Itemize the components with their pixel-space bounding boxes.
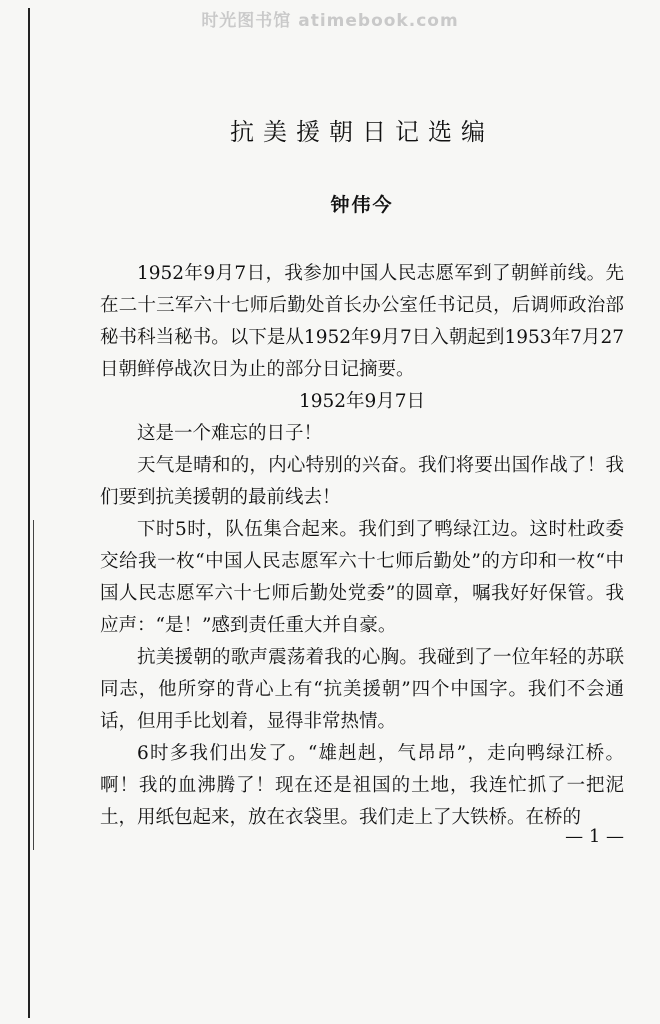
body-text [100, 258, 624, 834]
page-title: 抗美援朝日记选编 [230, 118, 494, 146]
author-name: 钟伟今 [330, 194, 394, 216]
binding-edge-line-secondary [33, 520, 34, 850]
binding-edge-line [28, 8, 30, 1018]
diary-date-heading: 1952年9月7日 [298, 391, 426, 412]
paragraph: 抗美援朝的歌声震荡着我的心胸。我碰到了一位年轻的苏联同志，他所穿的背心上有“抗美援朝”四个中国字。我们不会通话，但用手比划着，显得非常热情。 [100, 647, 624, 732]
paragraph: 下时5时，队伍集合起来。我们到了鸭绿江边。这时杜政委交给我一枚“中国人民志愿军六十七师后勤处”的方印和一枚“中国人民志愿军六十七师后勤处党委”的圆章，嘱我好好保管。我应声：“是！”感到责任重大并自豪。 [100, 519, 624, 636]
paragraph: 这是一个难忘的日子！ [137, 423, 323, 444]
site-watermark: 时光图书馆 atimebook.com [201, 11, 459, 31]
page-number: — 1 — [565, 826, 624, 847]
paragraph: 天气是晴和的，内心特别的兴奋。我们将要出国作战了！我们要到抗美援朝的最前线去！ [100, 455, 624, 508]
paragraph-intro: 1952年9月7日，我参加中国人民志愿军到了朝鲜前线。先在二十三军六十七师后勤处首长办公室任书记员，后调师政治部秘书科当秘书。以下是从1952年9月7日入朝起到1953年7月27日朝鲜停战次日为止的部分日记摘要。 [100, 263, 624, 380]
paragraph: 6时多我们出发了。“雄赳赳，气昂昂”，走向鸭绿江桥。啊！我的血沸腾了！现在还是祖国的土地，我连忙抓了一把泥土，用纸包起来，放在衣袋里。我们走上了大铁桥。在桥的 [100, 743, 624, 828]
